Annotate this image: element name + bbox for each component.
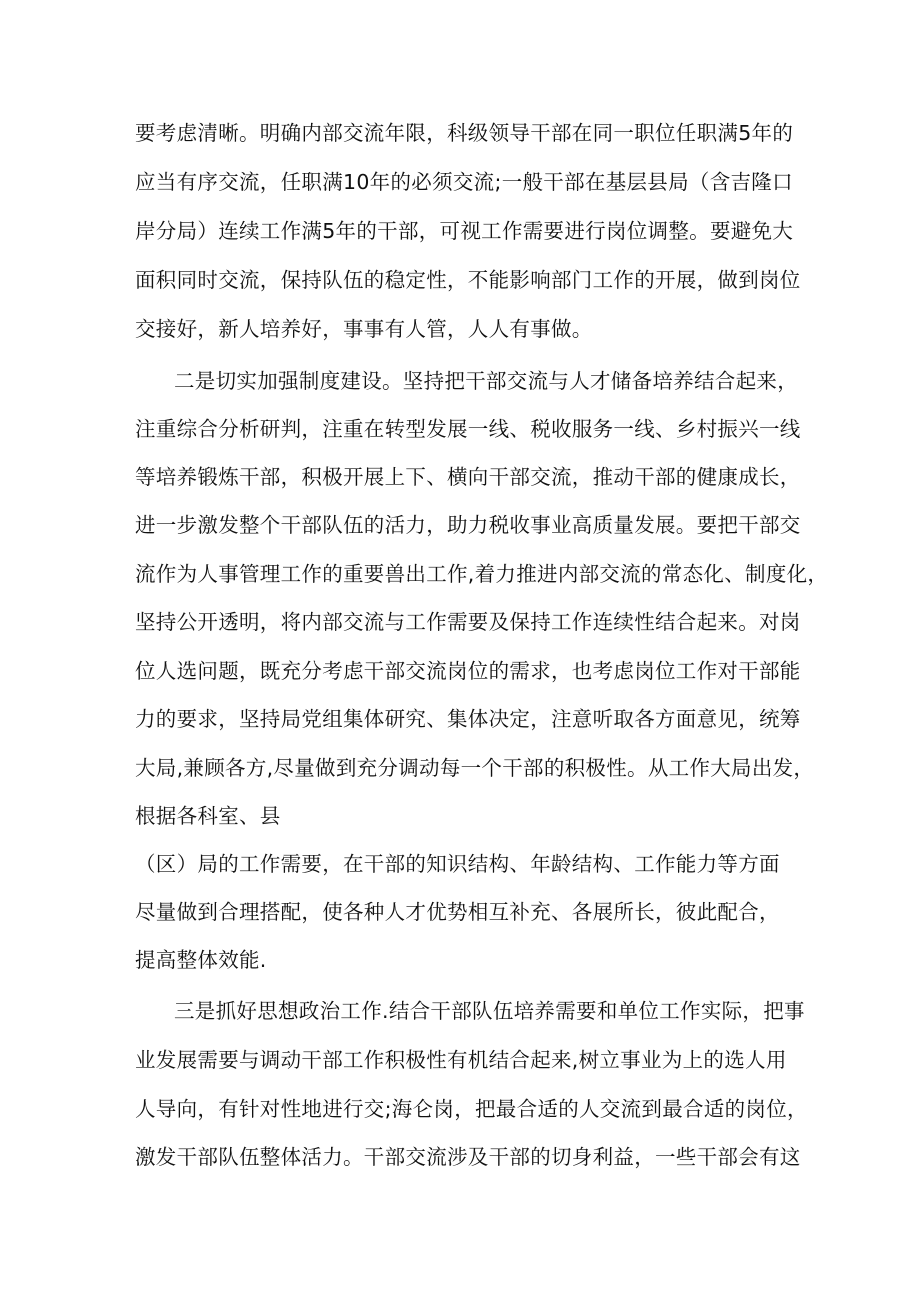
paragraph-start-line: 二是切实加强制度建设。坚持把干部交流与人才储备培养结合起来， — [174, 369, 798, 393]
text-line: 要考虑清晰。明确内部交流年限，科级领导干部在同一职位任职满5年的 — [135, 121, 794, 145]
text-line: 流作为人事管理工作的重要兽出工作,着力推进内部交流的常态化、制度化， — [135, 562, 829, 586]
text-line: 尽量做到合理搭配，使各种人才优势相互补充、各展所长，彼此配合， — [135, 900, 780, 924]
text-line: 岸分局）连续工作满5年的干部，可视工作需要进行岗位调整。要避免大 — [135, 219, 794, 243]
text-line: 应当有序交流，任职满10年的必须交流;一般干部在基层县局（含吉隆口 — [135, 170, 793, 194]
text-line: 进一步激发整个干部队伍的活力，助力税收事业高质量发展。要把干部交 — [135, 513, 801, 537]
text-line: 交接好，新人培养好，事事有人管，人人有事做。 — [135, 317, 593, 341]
text-line: 提高整体效能. — [135, 948, 267, 972]
text-line: 坚持公开透明，将内部交流与工作需要及保持工作连续性结合起来。对岗 — [135, 610, 801, 634]
text-line: 激发干部队伍整体活力。干部交流涉及干部的切身利益，一些干部会有这 — [135, 1145, 801, 1169]
text-line: 面积同时交流，保持队伍的稳定性，不能影响部门工作的开展，做到岗位 — [135, 268, 801, 292]
text-line: （区）局的工作需要，在干部的知识结构、年龄结构、工作能力等方面 — [135, 852, 780, 876]
text-line: 根据各科室、县 — [135, 804, 281, 828]
text-line: 力的要求，坚持局党组集体研究、集体决定，注意听取各方面意见，统筹 — [135, 707, 801, 731]
text-line: 注重综合分析研判，注重在转型发展一线、税收服务一线、乡村振兴一线 — [135, 417, 801, 441]
text-line: 大局,兼顾各方,尽量做到充分调动每一个干部的积极性。从工作大局出发， — [135, 756, 815, 780]
text-line: 业发展需要与调动干部工作积极性有机结合起来,树立事业为上的选人用 — [135, 1048, 787, 1072]
text-line: 位人选问题，既充分考虑干部交流岗位的需求，也考虑岗位工作对干部能 — [135, 659, 801, 683]
text-line: 等培养锻炼干部，积极开展上下、横向干部交流，推动干部的健康成长， — [135, 465, 801, 489]
paragraph-start-line: 三是抓好思想政治工作.结合干部队伍培养需要和单位工作实际，把事 — [174, 999, 805, 1023]
text-line: 人导向，有针对性地进行交;海仑岗，把最合适的人交流到最合适的岗位， — [135, 1097, 808, 1121]
